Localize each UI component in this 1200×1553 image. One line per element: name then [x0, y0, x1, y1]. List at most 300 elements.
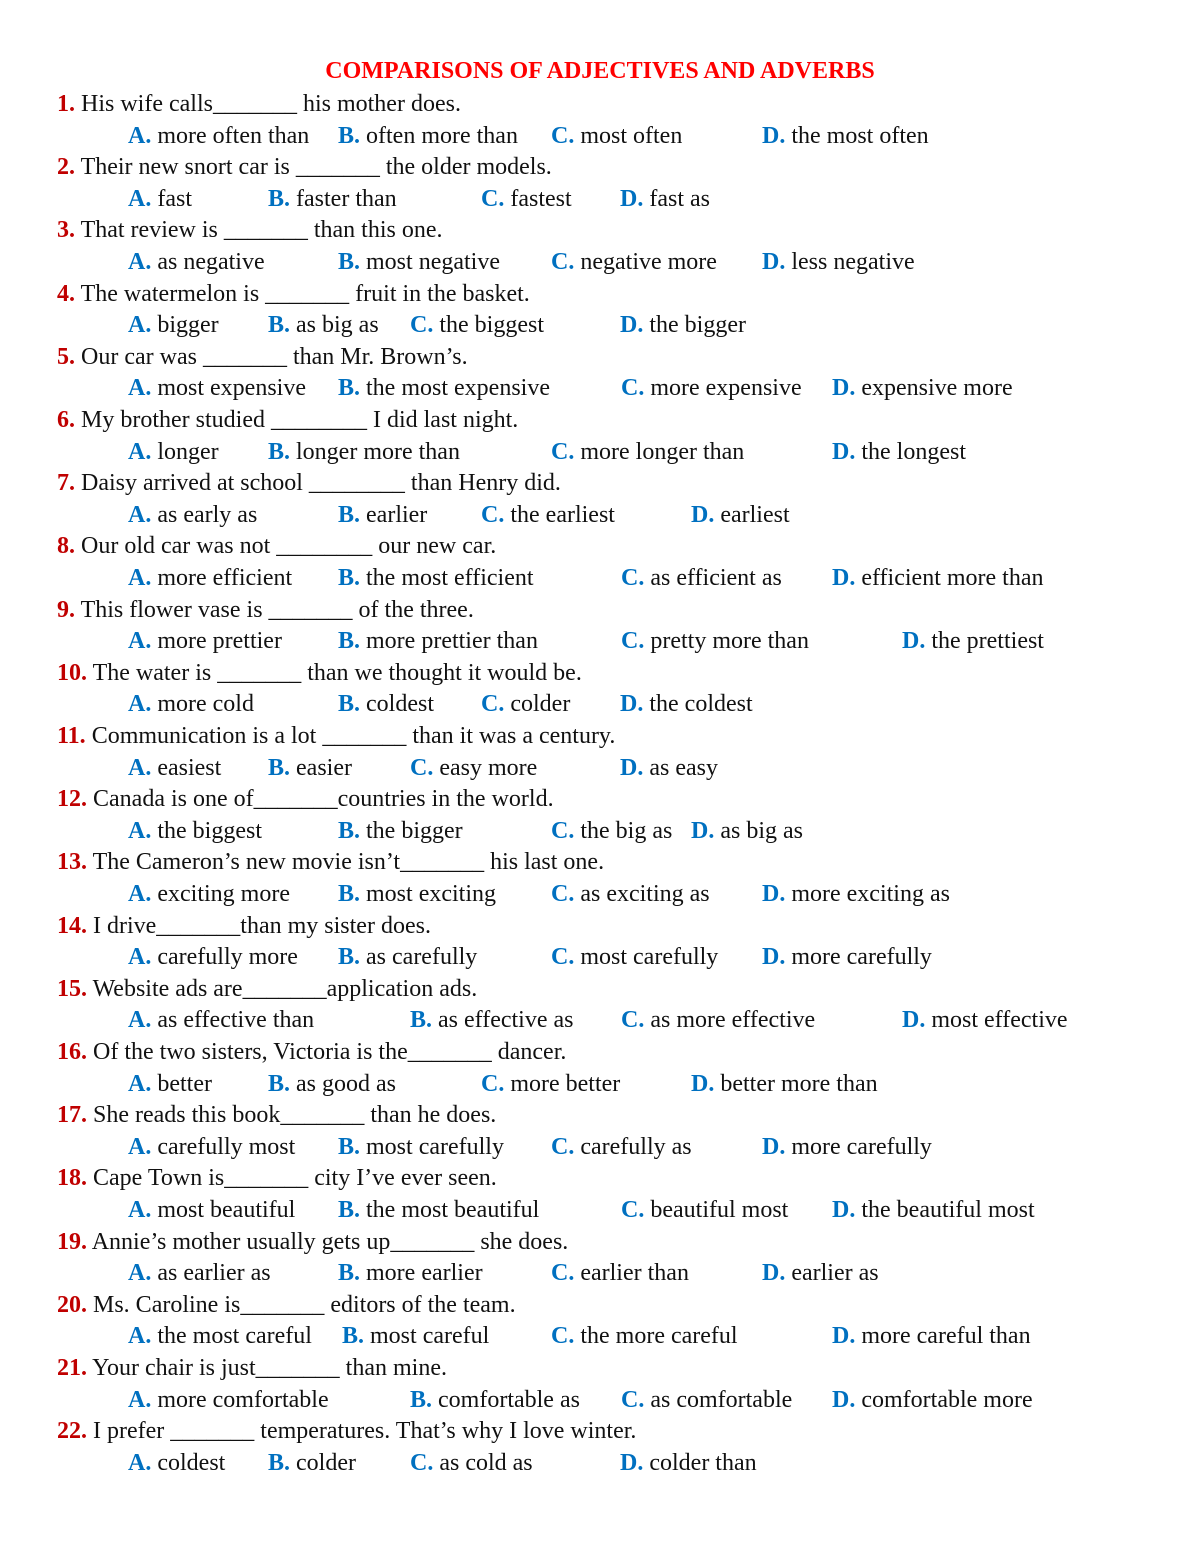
question-number: 8. — [57, 533, 75, 560]
answer-option — [902, 626, 1044, 656]
option-letter: A. — [128, 944, 152, 971]
answer-option — [128, 1132, 295, 1162]
answer-option — [621, 1005, 815, 1035]
question-text: Cape Town is_______ city I’ve ever seen. — [93, 1165, 497, 1192]
option-letter: B. — [338, 628, 361, 655]
option-text: negative more — [580, 249, 717, 275]
answer-option — [762, 121, 929, 151]
option-text: most expensive — [157, 375, 306, 402]
option-letter: A. — [128, 1133, 152, 1160]
answer-option — [128, 1258, 271, 1288]
option-letter: C. — [621, 1007, 645, 1034]
answer-option — [338, 626, 538, 656]
answer-option — [342, 1321, 489, 1351]
option-letter: D. — [691, 817, 715, 844]
question-text: His wife calls_______ his mother does. — [81, 91, 461, 117]
option-text: more better — [510, 1070, 621, 1097]
option-text: the earliest — [510, 501, 615, 528]
option-text: expensive more — [861, 375, 1013, 402]
option-letter: B. — [268, 312, 291, 339]
option-letter: B. — [338, 1260, 361, 1287]
option-text: as big as — [720, 817, 803, 844]
option-text: fastest — [510, 185, 572, 212]
answer-option — [410, 310, 544, 340]
option-text: easiest — [157, 754, 222, 781]
question-stem — [57, 1037, 566, 1067]
question-text: Ms. Caroline is_______ editors of the team. — [93, 1291, 516, 1318]
option-letter: A. — [128, 565, 152, 591]
option-text: more carefully — [791, 1133, 932, 1160]
answer-option — [268, 1448, 356, 1478]
answer-option — [128, 1069, 212, 1099]
question-number: 10. — [57, 659, 87, 686]
question-text: The watermelon is _______ fruit in the basket. — [80, 280, 530, 307]
answer-option — [338, 689, 434, 719]
option-letter: C. — [621, 375, 645, 402]
option-text: more often than — [157, 122, 310, 149]
option-text: comfortable as — [438, 1386, 580, 1413]
option-letter: A. — [128, 691, 152, 718]
option-text: more prettier than — [366, 628, 538, 655]
option-text: most carefully — [366, 1133, 504, 1160]
option-text: better — [157, 1070, 212, 1097]
question-stem — [57, 1290, 516, 1320]
option-letter: D. — [832, 438, 856, 465]
option-letter: B. — [268, 1070, 291, 1097]
question-number: 11. — [57, 723, 86, 749]
question-stem — [57, 342, 468, 372]
question-number: 3. — [57, 217, 75, 244]
option-text: as negative — [157, 249, 265, 275]
answer-option — [338, 1195, 539, 1225]
option-text: most negative — [366, 249, 500, 275]
option-letter: D. — [620, 1449, 644, 1476]
question-stem — [57, 784, 554, 814]
option-text: more comfortable — [157, 1386, 329, 1413]
answer-option — [410, 1005, 574, 1035]
question-text: Our old car was not ________ our new car. — [81, 533, 497, 560]
answer-option — [832, 373, 1013, 403]
option-letter: D. — [832, 1386, 856, 1413]
option-letter: C. — [551, 1323, 575, 1350]
question-number: 5. — [57, 343, 75, 370]
option-letter: A. — [128, 881, 152, 907]
option-text: most exciting — [366, 881, 496, 907]
option-text: most often — [580, 122, 683, 149]
answer-option — [338, 373, 550, 403]
answer-option — [128, 816, 262, 846]
option-letter: B. — [338, 1133, 361, 1160]
answer-option — [621, 626, 809, 656]
answer-option — [832, 437, 966, 467]
question-stem — [57, 215, 443, 245]
question-stem — [57, 279, 530, 309]
question-text: The water is _______ than we thought it would be. — [92, 659, 582, 686]
answer-option — [128, 1005, 314, 1035]
option-text: the biggest — [157, 817, 262, 844]
option-text: as carefully — [366, 944, 478, 971]
answer-option — [268, 1069, 396, 1099]
option-text: more exciting as — [791, 881, 950, 907]
question-number: 18. — [57, 1165, 87, 1192]
answer-option — [762, 247, 915, 277]
option-letter: B. — [338, 122, 361, 149]
option-letter: B. — [338, 249, 361, 275]
answer-option — [621, 563, 782, 593]
answer-option — [620, 310, 746, 340]
answer-option — [620, 1448, 757, 1478]
option-text: most carefully — [580, 944, 719, 971]
option-text: as exciting as — [580, 881, 710, 907]
option-letter: C. — [621, 1197, 645, 1223]
question-stem — [57, 911, 431, 941]
option-text: longer — [157, 438, 219, 465]
question-number: 4. — [57, 280, 75, 307]
question-stem — [57, 721, 615, 751]
answer-option — [268, 753, 352, 783]
option-text: as effective than — [157, 1007, 315, 1034]
option-text: as cold as — [439, 1449, 533, 1476]
option-letter: D. — [620, 185, 644, 212]
option-text: coldest — [366, 691, 434, 718]
question-number: 2. — [57, 154, 75, 181]
option-text: colder — [510, 691, 571, 718]
option-letter: A. — [128, 1323, 152, 1350]
option-text: colder — [296, 1449, 356, 1476]
answer-option — [551, 1258, 689, 1288]
option-letter: C. — [621, 565, 645, 591]
option-text: the bigger — [649, 312, 746, 339]
answer-option — [128, 500, 257, 530]
question-number: 12. — [57, 786, 87, 813]
answer-option — [128, 247, 265, 277]
option-text: the most often — [791, 122, 929, 149]
answer-option — [481, 500, 615, 530]
option-letter: C. — [621, 628, 645, 655]
option-text: as effective as — [438, 1007, 574, 1034]
option-letter: A. — [128, 1386, 152, 1413]
option-text: earlier than — [580, 1260, 689, 1287]
option-text: carefully more — [157, 944, 298, 971]
question-text: I drive_______than my sister does. — [93, 912, 431, 939]
answer-option — [128, 626, 282, 656]
answer-option — [620, 753, 718, 783]
answer-option — [551, 1132, 692, 1162]
option-text: as comfortable — [650, 1386, 793, 1413]
answer-option — [620, 689, 753, 719]
answer-option — [481, 1069, 620, 1099]
answer-option — [128, 942, 298, 972]
question-number: 7. — [57, 470, 75, 497]
question-stem — [57, 658, 582, 688]
option-letter: D. — [832, 565, 856, 591]
option-letter: B. — [338, 565, 361, 591]
answer-option — [551, 1321, 738, 1351]
option-text: earlier as — [791, 1260, 879, 1287]
option-letter: B. — [268, 754, 291, 781]
question-text: That review is _______ than this one. — [80, 217, 443, 244]
option-letter: D. — [832, 1323, 856, 1350]
option-letter: A. — [128, 817, 152, 844]
option-letter: B. — [338, 501, 361, 528]
answer-option — [481, 184, 572, 214]
option-letter: D. — [762, 1133, 786, 1160]
option-letter: A. — [128, 1070, 152, 1097]
answer-option — [691, 816, 803, 846]
answer-option — [410, 1385, 580, 1415]
question-text: Canada is one of_______countries in the world. — [93, 786, 554, 813]
answer-option — [762, 942, 932, 972]
option-text: more earlier — [366, 1260, 483, 1287]
option-letter: A. — [128, 1260, 152, 1287]
option-letter: B. — [338, 881, 361, 907]
option-letter: D. — [902, 628, 926, 655]
answer-option — [620, 184, 710, 214]
question-stem — [57, 89, 461, 119]
question-number: 13. — [57, 849, 87, 876]
question-number: 22. — [57, 1418, 87, 1445]
question-text: I prefer _______ temperatures. That’s why I love winter. — [93, 1418, 637, 1445]
option-letter: C. — [551, 817, 575, 844]
question-text: Website ads are_______application ads. — [92, 975, 478, 1002]
option-text: as efficient as — [650, 565, 782, 591]
option-text: earlier — [366, 501, 428, 528]
option-letter: C. — [551, 438, 575, 465]
option-letter: A. — [128, 312, 152, 339]
option-letter: D. — [762, 249, 786, 275]
question-stem — [57, 468, 561, 498]
option-text: beautiful most — [650, 1197, 789, 1223]
option-letter: C. — [410, 1449, 434, 1476]
answer-option — [902, 1005, 1068, 1035]
option-letter: B. — [268, 185, 291, 212]
question-number: 16. — [57, 1039, 87, 1065]
option-letter: A. — [128, 249, 152, 275]
option-text: most effective — [931, 1007, 1068, 1034]
answer-option — [762, 1258, 879, 1288]
question-stem — [57, 974, 477, 1004]
question-text: Their new snort car is _______ the older models. — [80, 154, 552, 181]
option-letter: C. — [551, 1260, 575, 1287]
answer-option — [832, 1385, 1033, 1415]
option-letter: A. — [128, 754, 152, 781]
answer-option — [832, 1321, 1031, 1351]
option-letter: C. — [481, 1070, 505, 1097]
question-text: Your chair is just_______ than mine. — [92, 1355, 447, 1381]
answer-option — [338, 879, 496, 909]
question-text: Annie’s mother usually gets up_______ she does. — [91, 1228, 569, 1255]
answer-option — [621, 373, 802, 403]
option-text: most careful — [370, 1323, 490, 1350]
question-text: The Cameron’s new movie isn’t_______ his last one. — [92, 849, 605, 876]
answer-option — [410, 753, 537, 783]
question-number: 9. — [57, 596, 75, 623]
option-letter: B. — [338, 944, 361, 971]
answer-option — [551, 942, 718, 972]
option-letter: A. — [128, 501, 152, 528]
option-letter: D. — [762, 122, 786, 149]
question-number: 19. — [57, 1228, 87, 1255]
option-letter: D. — [902, 1007, 926, 1034]
option-letter: D. — [832, 1197, 856, 1223]
option-letter: B. — [338, 817, 361, 844]
answer-option — [128, 184, 192, 214]
question-text: My brother studied ________ I did last night. — [81, 407, 519, 433]
option-text: easier — [296, 754, 352, 781]
option-text: coldest — [157, 1449, 226, 1476]
option-letter: A. — [128, 1007, 152, 1034]
answer-option — [128, 689, 254, 719]
option-text: colder than — [649, 1449, 757, 1476]
option-text: as big as — [296, 312, 379, 339]
option-letter: C. — [551, 249, 575, 275]
option-text: the coldest — [649, 691, 753, 718]
option-letter: D. — [762, 1260, 786, 1287]
answer-option — [128, 310, 219, 340]
answer-option — [762, 1132, 932, 1162]
option-text: often more than — [366, 122, 518, 149]
answer-option — [128, 1195, 295, 1225]
option-text: as early as — [157, 501, 258, 528]
answer-option — [128, 563, 292, 593]
question-number: 14. — [57, 912, 87, 939]
option-letter: B. — [410, 1386, 433, 1413]
answer-option — [128, 437, 219, 467]
answer-option — [128, 753, 221, 783]
answer-option — [338, 1258, 483, 1288]
option-text: longer more than — [296, 438, 460, 465]
question-text: This flower vase is _______ of the three. — [80, 596, 474, 623]
question-stem — [57, 1416, 636, 1446]
answer-option — [621, 1385, 792, 1415]
option-letter: A. — [128, 375, 152, 402]
option-letter: A. — [128, 1197, 152, 1223]
option-text: pretty more than — [650, 628, 809, 655]
option-letter: D. — [691, 1070, 715, 1097]
question-stem — [57, 1353, 447, 1383]
option-letter: C. — [481, 691, 505, 718]
option-letter: A. — [128, 1449, 152, 1476]
option-text: exciting more — [157, 881, 290, 907]
question-number: 15. — [57, 975, 87, 1002]
option-letter: D. — [620, 754, 644, 781]
option-text: more prettier — [157, 628, 282, 655]
question-text: Daisy arrived at school ________ than Henry did. — [81, 470, 561, 497]
option-letter: C. — [551, 944, 575, 971]
option-text: carefully as — [580, 1133, 692, 1160]
option-text: as earlier as — [157, 1260, 271, 1287]
option-text: fast — [157, 185, 192, 212]
option-text: as more effective — [650, 1007, 816, 1034]
option-text: the most efficient — [366, 565, 534, 591]
page-title: COMPARISONS OF ADJECTIVES AND ADVERBS — [325, 58, 875, 84]
option-text: most beautiful — [157, 1197, 296, 1223]
question-number: 20. — [57, 1291, 87, 1318]
question-stem — [57, 1100, 496, 1130]
question-stem — [57, 152, 552, 182]
answer-option — [551, 437, 744, 467]
option-letter: B. — [338, 375, 361, 402]
answer-option — [832, 563, 1044, 593]
option-letter: C. — [551, 881, 575, 907]
answer-option — [268, 437, 460, 467]
answer-option — [338, 500, 427, 530]
option-letter: C. — [481, 501, 505, 528]
option-text: the beautiful most — [861, 1197, 1035, 1223]
option-text: more careful than — [861, 1323, 1031, 1350]
answer-option — [621, 1195, 788, 1225]
option-text: more efficient — [157, 565, 293, 591]
answer-option — [338, 942, 477, 972]
answer-option — [551, 247, 717, 277]
answer-option — [832, 1195, 1035, 1225]
option-letter: C. — [410, 754, 434, 781]
option-text: better more than — [720, 1070, 878, 1097]
option-text: as good as — [296, 1070, 396, 1097]
option-text: earliest — [720, 501, 790, 528]
option-text: the big as — [580, 817, 673, 844]
question-number: 21. — [57, 1355, 87, 1381]
option-letter: C. — [551, 1133, 575, 1160]
question-number: 1. — [57, 91, 75, 117]
option-letter: D. — [832, 375, 856, 402]
option-letter: B. — [268, 1449, 291, 1476]
option-text: comfortable more — [861, 1386, 1033, 1413]
question-stem — [57, 847, 604, 877]
option-text: efficient more than — [861, 565, 1044, 591]
answer-option — [762, 879, 950, 909]
answer-option — [338, 816, 463, 846]
answer-option — [551, 879, 710, 909]
option-text: carefully most — [157, 1133, 296, 1160]
option-letter: D. — [762, 881, 786, 907]
option-letter: A. — [128, 185, 152, 212]
option-text: the most careful — [157, 1323, 312, 1350]
question-stem — [57, 1227, 568, 1257]
answer-option — [128, 1448, 225, 1478]
answer-option — [481, 689, 570, 719]
option-letter: D. — [620, 312, 644, 339]
option-text: bigger — [157, 312, 219, 339]
answer-option — [551, 121, 682, 151]
option-text: more cold — [157, 691, 254, 718]
option-letter: D. — [762, 944, 786, 971]
option-letter: B. — [338, 691, 361, 718]
option-text: the most beautiful — [366, 1197, 540, 1223]
option-letter: C. — [621, 1386, 645, 1413]
option-text: the biggest — [439, 312, 544, 339]
question-text: She reads this book_______ than he does. — [93, 1102, 497, 1129]
option-text: more longer than — [580, 438, 745, 465]
question-text: Our car was _______ than Mr. Brown’s. — [81, 343, 468, 370]
option-text: more expensive — [650, 375, 802, 402]
answer-option — [551, 816, 672, 846]
answer-option — [338, 247, 500, 277]
question-text: Of the two sisters, Victoria is the_______ dancer. — [93, 1039, 567, 1065]
option-letter: D. — [691, 501, 715, 528]
answer-option — [338, 1132, 504, 1162]
answer-option — [128, 879, 290, 909]
option-letter: C. — [481, 185, 505, 212]
option-letter: A. — [128, 122, 152, 149]
option-text: less negative — [791, 249, 915, 275]
question-stem — [57, 1163, 497, 1193]
option-text: the more careful — [580, 1323, 738, 1350]
answer-option — [338, 121, 518, 151]
answer-option — [128, 373, 306, 403]
option-letter: C. — [410, 312, 434, 339]
option-letter: B. — [338, 1197, 361, 1223]
